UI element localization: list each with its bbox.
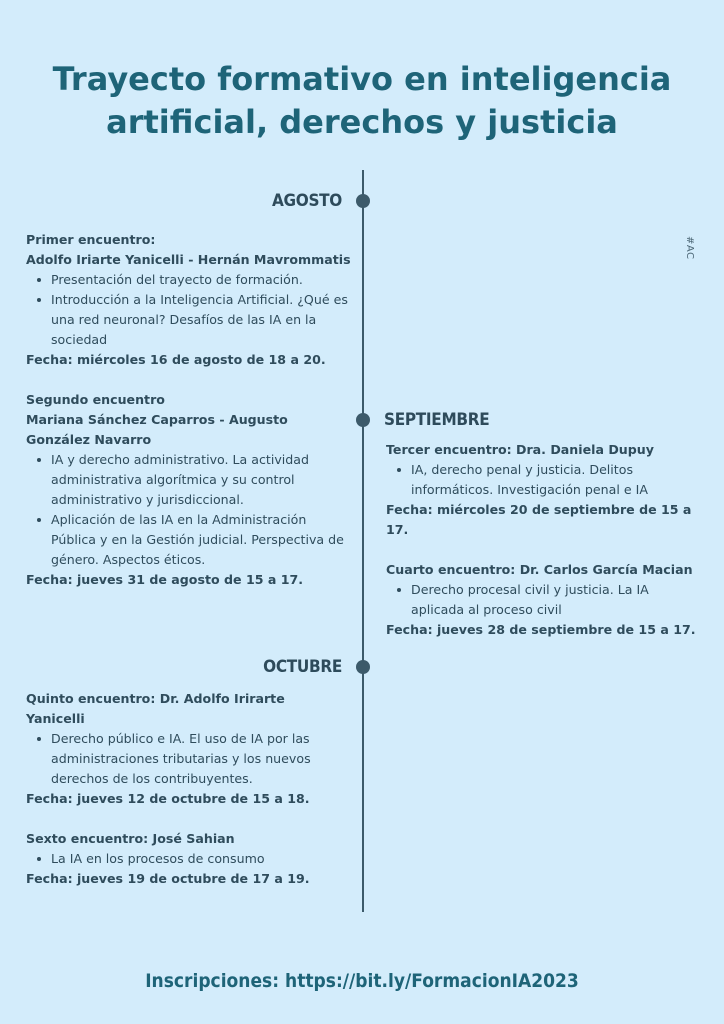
list-item: Derecho público e IA. El uso de IA por las administraciones tributarias y los nuevos derechos de los contribuyentes. — [51, 729, 346, 789]
encounter-3-topics — [386, 460, 696, 500]
encounter-2-heading: Segundo encuentro — [26, 392, 165, 407]
month-agosto: AGOSTO — [271, 191, 342, 211]
encounter-3-heading: Tercer encuentro: Dra. Daniela Dupuy — [386, 442, 654, 457]
encounter-1-speakers: Adolfo Iriarte Yanicelli - Hernán Mavrommatis — [26, 252, 351, 267]
encounter-5-heading: Quinto encuentro: Dr. Adolfo Irirarte Yanicelli — [26, 691, 285, 726]
encounter-2-speakers: Mariana Sánchez Caparros - Augusto González Navarro — [26, 412, 288, 447]
month-septiembre: SEPTIEMBRE — [384, 410, 490, 430]
timeline-dot-agosto — [356, 194, 370, 208]
encounter-1-date: Fecha: miércoles 16 de agosto de 18 a 20. — [26, 352, 326, 367]
encounter-4-topics — [386, 580, 696, 620]
list-item: Derecho procesal civil y justicia. La IA aplicada al proceso civil — [411, 580, 696, 620]
encounter-1-topics — [26, 270, 352, 350]
list-item: La IA en los procesos de consumo — [51, 849, 346, 869]
month-octubre: OCTUBRE — [263, 657, 342, 677]
septiembre-section — [386, 440, 696, 640]
encounter-2-topics — [26, 450, 352, 570]
encounter-1-heading: Primer encuentro: — [26, 232, 156, 247]
timeline-dot-septiembre — [356, 413, 370, 427]
encounter-5-topics — [26, 729, 346, 789]
registration-link[interactable]: Inscripciones: https://bit.ly/FormacionIA2023 — [145, 970, 579, 992]
list-item: Aplicación de las IA en la Administración Pública y en la Gestión judicial. Perspectiva de género. Aspectos éticos. — [51, 510, 352, 570]
encounter-6-date: Fecha: jueves 19 de octubre de 17 a 19. — [26, 871, 310, 886]
title-line-2: artificial, derechos y justicia — [106, 103, 618, 141]
agosto-section — [26, 230, 352, 590]
encounter-3-date: Fecha: miércoles 20 de septiembre de 15 a 17. — [386, 502, 692, 537]
timeline-dot-octubre — [356, 660, 370, 674]
list-item: Presentación del trayecto de formación. — [51, 270, 352, 290]
list-item: IA, derecho penal y justicia. Delitos informáticos. Investigación penal e IA — [411, 460, 696, 500]
list-item: IA y derecho administrativo. La actividad administrativa algorítmica y su control administrativo y jurisdiccional. — [51, 450, 352, 510]
octubre-section — [26, 689, 346, 889]
encounter-4-date: Fecha: jueves 28 de septiembre de 15 a 17. — [386, 622, 696, 637]
list-item: Introducción a la Inteligencia Artificial. ¿Qué es una red neuronal? Desafíos de las IA en la sociedad — [51, 290, 352, 350]
timeline-line — [362, 170, 364, 912]
encounter-4-heading: Cuarto encuentro: Dr. Carlos García Macian — [386, 562, 693, 577]
encounter-6-topics — [26, 849, 346, 869]
title-line-1: Trayecto formativo en inteligencia — [52, 60, 672, 98]
side-tag: #AC — [684, 236, 695, 260]
encounter-6-heading: Sexto encuentro: José Sahian — [26, 831, 235, 846]
encounter-5-date: Fecha: jueves 12 de octubre de 15 a 18. — [26, 791, 310, 806]
encounter-2-date: Fecha: jueves 31 de agosto de 15 a 17. — [26, 572, 304, 587]
page-title — [0, 58, 724, 144]
